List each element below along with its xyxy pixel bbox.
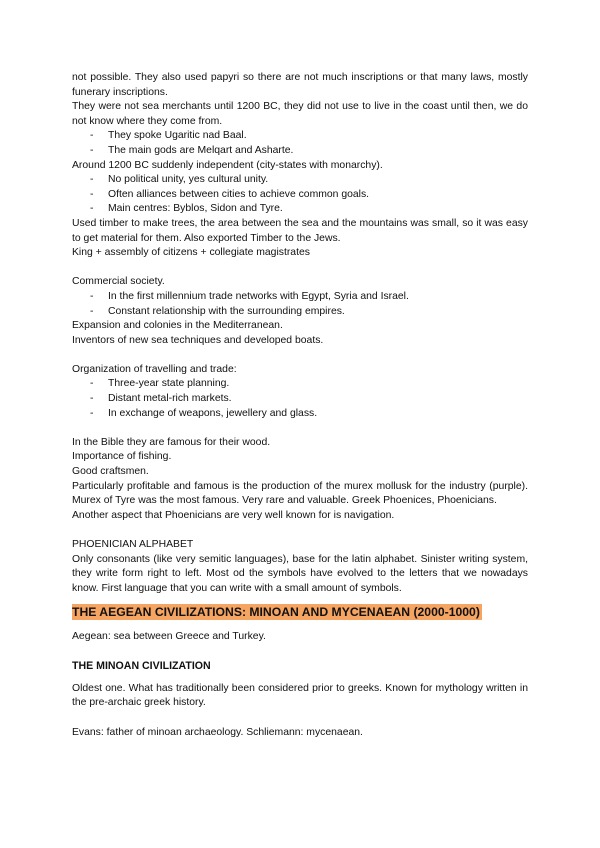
paragraph-organization: Organization of travelling and trade: [72, 363, 237, 375]
spacer [72, 645, 528, 660]
list-item: - Constant relationship with the surrounding empires. [72, 305, 528, 320]
spacer [72, 261, 528, 276]
paragraph-evans: Evans: father of minoan archaeology. Schliemann: mycenaean. [72, 726, 363, 738]
section-title-alphabet: PHOENICIAN ALPHABET [72, 539, 194, 550]
spacer [72, 674, 528, 682]
section-heading-minoan: THE MINOAN CIVILIZATION [72, 660, 211, 673]
list-language-gods [72, 129, 528, 158]
spacer [72, 711, 528, 726]
list-item: - Three-year state planning. [72, 377, 528, 392]
paragraph-commercial: Commercial society. [72, 276, 165, 288]
spacer [72, 523, 528, 538]
list-item: - Often alliances between cities to achieve common goals. [72, 188, 528, 203]
list-item: - Main centres: Byblos, Sidon and Tyre. [72, 202, 528, 217]
paragraph-expansion: Expansion and colonies in the Mediterranean. [72, 320, 283, 332]
paragraph-timber: Used timber to make trees, the area between the sea and the mountains was small, so it was easy to get material for them. Also exported Timber to the Jews. [72, 217, 528, 244]
spacer [72, 348, 528, 363]
list-item: - Distant metal-rich markets. [72, 392, 528, 407]
list-trade-networks [72, 290, 528, 319]
paragraph-craftsmen: Good craftsmen. [72, 466, 149, 478]
paragraph-inventors: Inventors of new sea techniques and developed boats. [72, 334, 324, 346]
paragraph-government: King + assembly of citizens + collegiate magistrates [72, 247, 310, 259]
spacer [72, 421, 528, 436]
paragraph-aegean: Aegean: sea between Greece and Turkey. [72, 630, 266, 642]
list-item: - In the first millennium trade networks with Egypt, Syria and Israel. [72, 290, 528, 305]
paragraph-independence: Around 1200 BC suddenly independent (city-states with monarchy). [72, 159, 383, 171]
list-item: - No political unity, yes cultural unity. [72, 173, 528, 188]
list-organization [72, 377, 528, 421]
paragraph-oldest: Oldest one. What has traditionally been considered prior to greeks. Known for mythology written in the pre-archaic greek history. [72, 682, 528, 709]
spacer [72, 596, 528, 604]
list-item: - The main gods are Melqart and Asharte. [72, 144, 528, 159]
paragraph-murex: Particularly profitable and famous is the production of the murex mollusk for the industry (purple). Murex of Tyre was the most famous. Very rare and valuable. Greek Phoenices, Phoenicians. [72, 480, 528, 507]
list-item: - In exchange of weapons, jewellery and glass. [72, 407, 528, 422]
list-item: - They spoke Ugaritic nad Baal. [72, 129, 528, 144]
paragraph-bible: In the Bible they are famous for their wood. [72, 436, 271, 448]
chapter-heading: THE AEGEAN CIVILIZATIONS: MINOAN AND MYCENAEAN (2000-1000) [72, 605, 480, 620]
paragraph-alphabet: Only consonants (like very semitic languages), base for the latin alphabet. Sinister writing system, they write form right to left. Most od the symbols have evolved to the letters that we nowadays know. First language that you can write with a small amount of symbols. [72, 553, 528, 594]
list-city-states [72, 173, 528, 217]
paragraph-navigation: Another aspect that Phoenicians are very well known for is navigation. [72, 509, 395, 521]
spacer [72, 622, 528, 630]
paragraph-papyri: not possible. They also used papyri so there are not much inscriptions or that many laws, mostly funerary inscriptions. [72, 72, 528, 98]
document-page [72, 71, 528, 740]
paragraph-sea-merchants: They were not sea merchants until 1200 BC, they did not use to live in the coast until then, we do not know where they come from. [72, 101, 528, 127]
paragraph-fishing: Importance of fishing. [72, 451, 172, 463]
